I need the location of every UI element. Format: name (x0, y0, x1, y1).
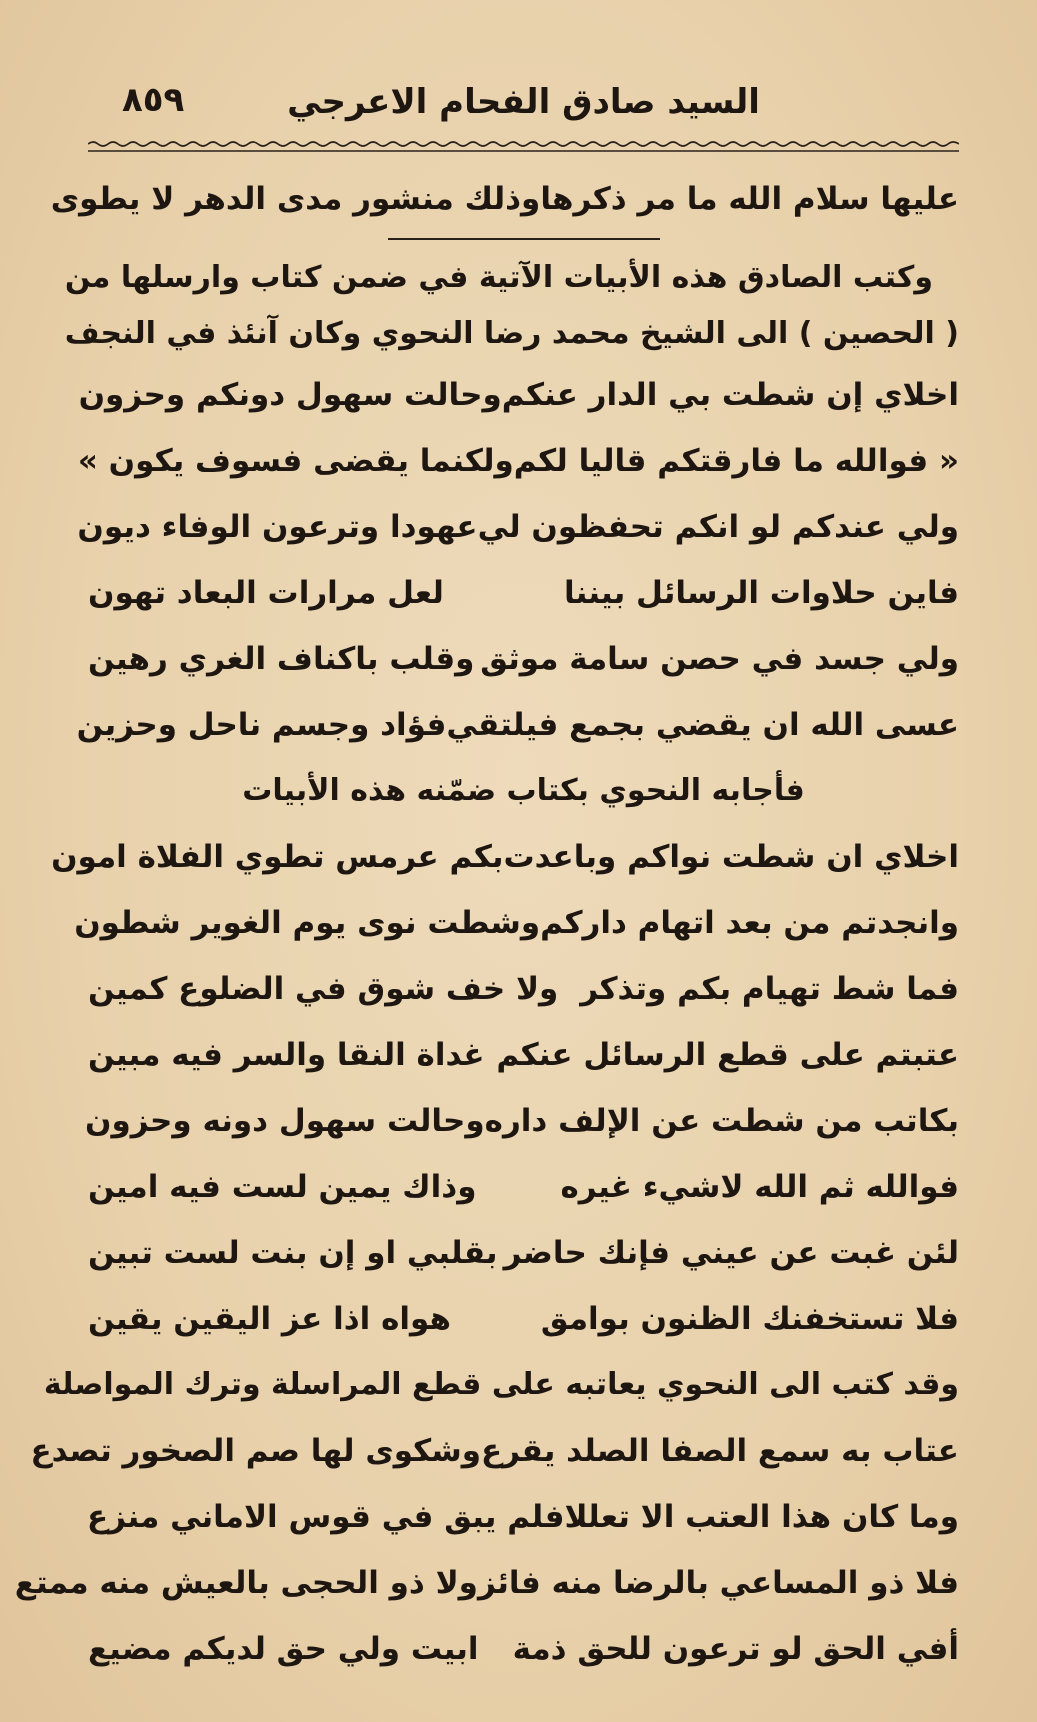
second-hemistich: لعل مرارات البعاد تهون (88, 575, 444, 611)
second-hemistich: ولا خف شوق في الضلوع كمين (88, 971, 559, 1007)
reply-heading: فأجابه النحوي بكتاب ضمّنه هذه الأبيات (242, 773, 805, 808)
second-hemistich: بكم عرمس تطوي الفلاة امون (51, 839, 504, 875)
first-hemistich: عليها سلام الله ما مر ذكرها (540, 181, 959, 217)
verse-row (78, 362, 959, 428)
intro-line: ( الحصين ) الى الشيخ محمد رضا النحوي وكان آنئذ في النجف (64, 316, 959, 351)
second-hemistich: وقلب باكناف الغري رهين (88, 641, 475, 677)
verse-row (88, 1484, 959, 1550)
verse-row (88, 560, 959, 626)
section-divider (388, 238, 660, 240)
second-hemistich: وحالت سهول دونكم وحزون (78, 377, 502, 413)
page-header (88, 76, 959, 132)
first-hemistich: فوالله ثم الله لاشيء غيره (560, 1169, 959, 1205)
verse-row (14, 1550, 959, 1616)
second-hemistich: وشطت نوى يوم الغوير شطون (74, 905, 541, 941)
verse-row (74, 890, 959, 956)
verse-row (88, 1220, 959, 1286)
first-hemistich: « فوالله ما فارقتكم قاليا لكم (513, 443, 959, 479)
second-hemistich: هواه اذا عز اليقين يقين (88, 1301, 451, 1337)
first-hemistich: بكاتب من شطت عن الإلف داره (484, 1103, 959, 1139)
verse-row (30, 1418, 959, 1484)
first-hemistich: ولي جسد في حصن سامة موثق (480, 641, 959, 677)
first-hemistich: اخلاي إن شطت بي الدار عنكم (501, 377, 959, 413)
first-hemistich: عسى الله ان يقضي بجمع فيلتقي (446, 707, 959, 743)
intro-line: وكتب الصادق هذه الأبيات الآتية في ضمن كتاب وارسلها من (64, 260, 933, 295)
second-hemistich: فلم يبق في قوس الاماني منزع (87, 1499, 565, 1535)
first-hemistich: وانجدتم من بعد اتهام داركم (540, 905, 959, 941)
first-hemistich: وما كان هذا العتب الا تعللا (564, 1499, 959, 1535)
first-hemistich: فاين حلاوات الرسائل بيننا (563, 575, 959, 611)
rebuke-heading: وقد كتب الى النحوي يعاتبه على قطع المراسلة وترك المواصلة (43, 1367, 959, 1402)
first-hemistich: عتبتم على قطع الرسائل عنكم (496, 1037, 959, 1073)
verse-row (88, 1154, 959, 1220)
verse-row (88, 1286, 959, 1352)
verse-row (85, 1088, 959, 1154)
verse-row (77, 494, 959, 560)
verse-row (88, 956, 959, 1022)
verse-row (88, 1022, 959, 1088)
second-hemistich: ولكنما يقضى فسوف يكون » (77, 443, 514, 479)
second-hemistich: بقلبي او إن بنت لست تبين (88, 1235, 498, 1271)
second-hemistich: غداة النقا والسر فيه مبين (88, 1037, 485, 1073)
second-hemistich: ابيت ولي حق لديكم مضيع (88, 1631, 479, 1667)
first-hemistich: عتاب به سمع الصفا الصلد يقرع (480, 1433, 959, 1469)
first-hemistich: ولي عندكم لو انكم تحفظون لي (477, 509, 959, 545)
second-hemistich: ولا ذو الحجى بالعيش منه ممتع (14, 1565, 478, 1601)
first-hemistich: أفي الحق لو ترعون للحق ذمة (512, 1631, 959, 1667)
verse-row (50, 166, 959, 232)
verse-row (88, 1616, 959, 1682)
second-hemistich: وذاك يمين لست فيه امين (88, 1169, 477, 1205)
verse-row (76, 692, 959, 758)
second-hemistich: عهودا وترعون الوفاء ديون (77, 509, 478, 545)
second-hemistich: وذلك منشور مدى الدهر لا يطوى (50, 181, 541, 217)
poem-section (14, 1418, 959, 1682)
wavy-header-rule (88, 140, 959, 154)
second-hemistich: وشكوى لها صم الصخور تصدع (30, 1433, 481, 1469)
running-title: السيد صادق الفحام الاعرجي (287, 82, 760, 122)
verse-row (88, 626, 959, 692)
second-hemistich: وحالت سهول دونه وحزون (85, 1103, 485, 1139)
verse-row (51, 824, 959, 890)
first-hemistich: فما شط تهيام بكم وتذكر (580, 971, 959, 1007)
first-hemistich: اخلاي ان شطت نواكم وباعدت (503, 839, 959, 875)
poem-section (76, 362, 959, 758)
second-hemistich: فؤاد وجسم ناحل وحزين (76, 707, 447, 743)
first-hemistich: فلا تستخفنك الظنون بوامق (540, 1301, 959, 1337)
verse-row (77, 428, 959, 494)
poem-section (51, 824, 959, 1352)
first-hemistich: فلا ذو المساعي بالرضا منه فائز (477, 1565, 959, 1601)
page-number: ٨٥٩ (122, 80, 185, 120)
first-hemistich: لئن غبت عن عيني فإنك حاضر (503, 1235, 959, 1271)
